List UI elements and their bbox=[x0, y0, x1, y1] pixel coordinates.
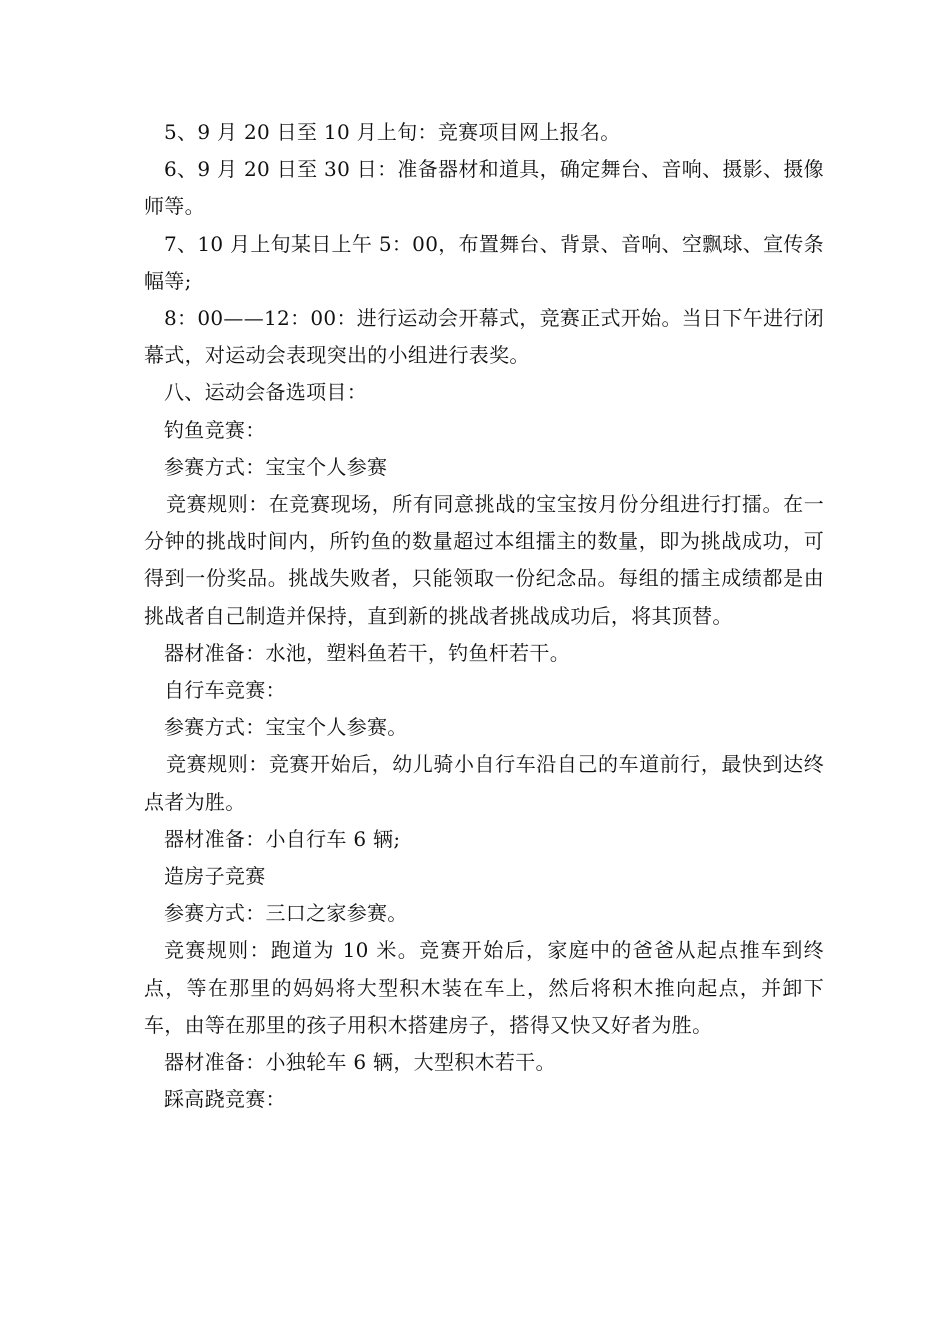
section-heading-events: 八、运动会备选项目： bbox=[164, 380, 367, 405]
fishing-equipment: 器材准备：水池，塑料鱼若干，钓鱼杆若干。 bbox=[164, 640, 570, 665]
house-building-rules: 竞赛规则：跑道为 10 米。竞赛开始后，家庭中的爸爸从起点推车到终点，等在那里的妈妈将大型积木装在车上，然后将积木推向起点，并卸下车，由等在那里的孩子用积木搭建房子，搭得又快又好者为胜。 bbox=[144, 938, 824, 1037]
event-title-fishing: 钓鱼竞赛： bbox=[164, 417, 266, 442]
fishing-participation: 参赛方式：宝宝个人参赛 bbox=[164, 454, 388, 479]
event-title-house-building: 造房子竞赛 bbox=[164, 864, 266, 889]
event-title-bicycle: 自行车竞赛： bbox=[164, 678, 286, 703]
house-building-equipment: 器材准备：小独轮车 6 辆，大型积木若干。 bbox=[164, 1050, 556, 1075]
schedule-item-5: 5、9 月 20 日至 10 月上旬：竞赛项目网上报名。 bbox=[164, 120, 621, 144]
schedule-item-6: 6、9 月 20 日至 30 日：准备器材和道具，确定舞台、音响、摄影、摄像师等。 bbox=[144, 157, 824, 219]
bicycle-equipment: 器材准备：小自行车 6 辆; bbox=[164, 826, 401, 851]
bicycle-rules: 竞赛规则：竞赛开始后，幼儿骑小自行车沿自己的车道前行，最快到达终点者为胜。 bbox=[144, 752, 824, 814]
house-building-participation: 参赛方式：三口之家参赛。 bbox=[164, 901, 408, 926]
schedule-item-7: 7、10 月上旬某日上午 5：00，布置舞台、背景、音响、空飘球、宣传条幅等; bbox=[144, 231, 824, 293]
fishing-rules: 竞赛规则：在竞赛现场，所有同意挑战的宝宝按月份分组进行打擂。在一分钟的挑战时间内，所钓鱼的数量超过本组擂主的数量，即为挑战成功，可得到一份奖品。挑战失败者，只能领取一份纪念品。每组的擂主成绩都是由挑战者自己制造并保持，直到新的挑战者挑战成功后，将其顶替。 bbox=[144, 492, 824, 628]
bicycle-participation: 参赛方式：宝宝个人参赛。 bbox=[164, 715, 408, 740]
schedule-item-8: 8：00——12：00：进行运动会开幕式，竞赛正式开始。当日下午进行闭幕式，对运动会表现突出的小组进行表奖。 bbox=[144, 306, 824, 368]
event-title-stilts: 踩高跷竞赛： bbox=[164, 1087, 286, 1112]
document-body bbox=[144, 114, 824, 1118]
